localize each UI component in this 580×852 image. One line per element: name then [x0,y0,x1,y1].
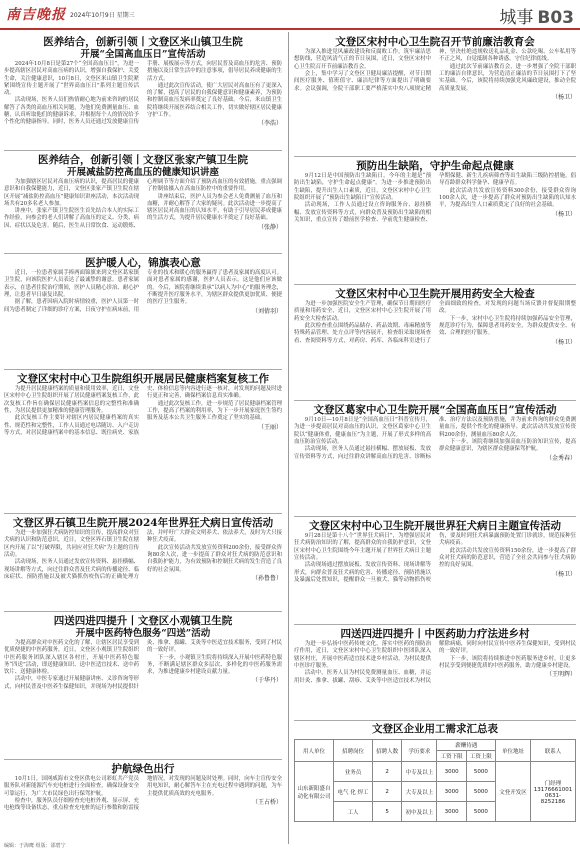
article-author: （杨卫） [551,93,576,101]
paragraph: 为深入推进党风廉政建设和反腐败工作，筑牢廉洁思想防线，营造风清气正的节日氛围，近日，文登区宋村中心卫生院召开节前廉洁教育会。 [294,49,431,70]
article-headline: 文登区宋村中心卫生院组织开展居民健康档案复核工作 [17,373,269,385]
header-salary-low: 工资下限 [437,751,466,762]
divider [4,253,282,254]
article-author: （孙鲁鲁） [251,574,282,582]
paragraph: 据了解，患者因病入院时病情较重，医护人员第一时间为患者制定了详细的诊疗方案，日夜守护在病床前，用专业的技术和暖心的服务赢得了患者及家属的高度认可。面对患者家属的感谢，医护人员表示，这是他们应该做的。今后，该院将继续秉承“以病人为中心”的服务理念，不断提升医疗服务水平，为辖区群众提供更加优质、便捷的医疗卫生服务。 [4,270,282,313]
paragraph: 活动现场通过摆放展板、发放宣传资料、现场讲解等形式，向群众普及狂犬病的危害、传播途径、预防措施以及暴露后处置知识，提醒群众一旦被犬、猫等动物抓伤咬伤，要及时到狂犬病暴露预防处置门诊就诊，规范接种狂犬病疫苗。 [294,533,576,583]
article-1 [4,36,282,148]
cell-company: 山东新阳盛自动化有限公司 [295,762,334,822]
paragraph: 为进一步加强狂犬病防控知识的宣传，提高群众对狂犬病的认识和防范意识，近日，文登区界石镇卫生院在辖区内开展了以“打破界限，共同应对狂犬病”为主题的宣传活动。 [4,530,139,559]
paragraph: 会上，集中学习了文登区卫健局廉洁提醒，对节日期间医疗服务、值班值守、廉洁纪律等方面提出了明确要求。会议强调，全院干部职工要严格落实中央八项规定精神，坚决杜绝违规收送礼品礼金、公款吃喝、公车私用等不正之风，自觉抵制各种诱惑，守住纪律底线。 [294,49,576,92]
divider [4,369,282,370]
article-subhead: 开展减盐防控高血压的健康知识讲座 [66,167,219,179]
header-salary-high: 工资上限 [466,751,495,762]
cell-edu: 中专及以上 [402,762,437,782]
paragraph: 活动现场，医务人员通过发放宣传资料、悬挂横幅、现场讲解等方式，向过往群众普及狂犬病的传播途径、临床症状、预防措施以及被犬猫抓伤咬伤后的正确处理方法，并呼吁广大群众文明养犬、依法养犬，及时为犬只接种狂犬疫苗。 [4,530,282,580]
article-10 [294,288,576,398]
cell-salary-high: 5000 [466,782,495,802]
cell-edu: 初中及以上 [402,802,437,822]
article-body [4,61,282,128]
header-contact: 联系人 [531,740,576,762]
cell-count: 2 [372,762,401,782]
cell-count: 2 [372,782,401,802]
paragraph: 9月10日—10月8日是“全国高血压日”科普宣传月，为进一步提高居民对高血压的认识，文登区葛家中心卫生院以“健康体重，健康血压”为主题，开展了形式多样的高血压防治宣传活动。 [294,417,431,446]
article-11 [294,404,576,514]
paragraph: 活动现场，工作人员通过设立咨询服务台、悬挂横幅、发放宣传资料等方式，向群众普及预防出生缺陷的相关知识，重点宣传了婚前医学检查、孕前优生健康检查、孕期保健、新生儿疾病筛查等出生缺陷三级防控措施，倡导育龄群众科学备孕、健康孕育。 [294,173,576,223]
article-12 [294,520,576,622]
divider [4,611,282,612]
paragraph: 为进一步弘扬中医药传统文化，落实中医药的预防治疗作用，近日，文登区宋村中心卫生院组织中医团队深入辖区村庄，开展中医药适宜技术进乡村活动，为村民提供中医诊疗服务。 [294,641,431,670]
divider [294,400,576,401]
header-salary: 薪酬待遇 [437,740,496,751]
paragraph: 检查中，服务队员仔细检查充电桩外观、显示屏、充电枪线等设备状态，重点检查充电桩的运行参数和防雷接地情况，对发现的问题及时处理。同时，向车主宣传安全用电知识，耐心解答车主在充电过程中遇到的问题，为车主提供优质高效的充电服务。 [4,776,282,812]
article-body [4,640,282,691]
article-author: （张静） [257,223,282,231]
paragraph: 9月12日是中国预防出生缺陷日，今年的主题是“预防出生缺陷，守护生命起点健康”。为进一步推进预防出生缺陷，提升出生人口素质，近日，文登区宋村中心卫生院组织开展了“预防出生缺陷日”宣传活动。 [294,173,431,202]
paragraph: 下一步，小观镇卫生院将持续深入开展中医药特色服务，不断满足辖区群众多层次、多样化的中医药服务需求，为推进健康乡村建设贡献力量。 [147,654,282,676]
divider [4,150,282,151]
article-author: （王占桥） [251,799,282,807]
paragraph: 此次宣传活动共发放宣传资料200余份，接受群众咨询80余人次，进一步提高了群众对狂犬病的防范意识和自我防护能力，为有效预防和控制狂犬病的发生营造了良好的社会氛围。 [147,544,282,573]
article-headline: 预防出生缺陷，守护生命起点健康 [356,160,514,172]
article-body [4,530,282,582]
article-7 [4,763,282,839]
cell-salary-low: 3000 [437,762,466,782]
article-headline: 医养结合，创新引领丨文登区张家产镇卫生院 [38,154,248,166]
paragraph: 下一步，该院将继续加强高血压防治知识宣传，提高群众健康意识，为辖区群众健康保驾护航。 [439,439,576,453]
page-number: B03 [537,8,574,28]
article-author: （金秀春） [545,454,576,462]
divider [294,516,576,517]
paragraph: 10月1日，国网威海市文登区供电公司彩虹共产党员服务队对新能源汽车充电桩进行全面检查，确保设备安全可靠运行，为广大市民绿色出行保驾护航。 [4,776,139,797]
article-headline: 四送四进四提升丨中医药助力疗法进乡村 [340,628,530,640]
article-author: （杨卫） [551,338,576,346]
cell-post: 工人 [334,802,373,822]
cell-salary-low: 3000 [437,802,466,822]
paragraph: 为进一步加强医院安全生产管理，确保节日期间医疗质量和用药安全，近日，文登区宋村中心卫生院开展了用药安全大检查活动。 [294,301,431,322]
cell-post: 业务员 [334,762,373,782]
article-body [294,641,576,685]
paragraph: 此次检查重点围绕药品储存、药品效期、毒麻精放等特殊药品管理、处方点评等内容展开，检查组采取现场查看、查阅资料等方式，对药房、药库、各临床科室进行了全面细致的检查，对发现的问题当场反馈并督促限期整改。 [294,301,576,344]
article-body [294,533,576,584]
cell-salary-high: 5000 [466,762,495,782]
cell-address: 文登开发区 [496,762,531,822]
paragraph: 活动现场，医务人员通过悬挂横幅、摆放展板、发放宣传资料等方式，向过往群众讲解高血压的危害、诊断标准、治疗方法以及预防措施，并为前来咨询的群众免费测量血压，提供个性化的健康指导。此次活动共发放宣传资料200余份，测量血压80余人次。 [294,417,576,460]
article-body [4,179,282,231]
page-footer: 编辑：于海鹰 组版：邵碧宁 [4,843,66,849]
paragraph: 通过此次复核工作，进一步规范了居民健康档案管理工作，提高了档案的利用率，为下一步开展家庭医生签约服务及基本公共卫生服务工作奠定了坚实的基础。 [147,400,282,422]
paragraph: 讲座结束后，医护人员为参会老人免费测量了血压和血糖，并耐心解答了大家的疑问。此次活动进一步提高了辖区居民对高血压的认知水平，有助于引导居民养成健康的生活方式，为提升居民健康水平奠定了良好基础。 [147,193,282,222]
paragraph: 讲座中，张家产镇卫生院医生首先结合本人的实际工作经验，向参会的老人们讲解了高血压的定义、分类、病因、症状以及危害。随后，医生从日常饮食、运动锻炼、心理调节等方面介绍了预防高血压的有效措施，重点强调了控制盐摄入在高血压防控中的重要作用。 [4,179,282,229]
cell-salary-low: 3000 [437,782,466,802]
cell-count: 5 [372,802,401,822]
article-headline: 四送四进四提升丨文登区小观镇卫生院 [53,615,233,627]
column-divider [288,32,289,844]
issue-date: 2024年10月9日 星期三 [70,12,135,19]
article-author: （杨卫） [551,210,576,218]
header-edu: 学历要求 [402,740,437,762]
article-headline: 文登区葛家中心卫生院开展“全国高血压日”宣传活动 [313,404,557,416]
article-subhead: 开展中医药特色服务“四送”活动 [75,628,211,640]
article-body [4,270,282,315]
job-table [294,739,576,822]
article-author: （杨卫） [551,570,576,578]
article-headline: 医养结合，创新引领丨文登区米山镇卫生院 [43,36,243,48]
header-unit: 用人单位 [295,740,334,762]
article-4 [4,373,282,511]
article-headline: 文登区宋村中心卫生院开展用药安全大检查 [335,288,535,300]
cell-salary-high: 5000 [466,802,495,822]
cell-edu: 大专及以上 [402,782,437,802]
article-5 [4,517,282,609]
article-body [4,776,282,812]
paragraph: 2024年10月8日是第27个“全国高血压日”，为进一步提高辖区居民对高血压病的认识，增强自我保护、关爱生命，关注健康意识，10月8日，文登区米山镇卫生院紧紧围绕宣传主题开展了“世界高血压日”系列主题宣传活动。 [4,61,139,97]
article-headline: 医护暖人心，锦旗表心意 [85,257,201,269]
paragraph: 下一步，该院将持续推进中医药服务进乡村，让更多村民享受到便捷优质的中医药服务，助力健康乡村建设。 [439,655,576,670]
article-author: （王丽） [257,423,282,431]
article-author: （王明辉） [545,671,576,679]
paragraph: 活动中，医务人员为村民免费测量血压、血糖，并运用针灸、推拿、拔罐、刮痧、艾灸等中医适宜技术为村民解除病痛，同时向村民宣传中医养生保健知识，受到村民的一致好评。 [294,641,576,684]
job-table-title: 文登区企业用工需求汇总表 [372,723,498,735]
paragraph: 下一步，宋村中心卫生院将持续加强药品安全管理，规范诊疗行为，保障患者用药安全，为群众提供安全、有效、合理的医疗服务。 [439,315,576,337]
article-8 [294,36,576,154]
article-body [294,301,576,346]
article-9 [294,160,576,282]
divider [294,624,576,625]
paragraph: 为提高群众对中医药文化的了解，让辖区居民享受到优质便捷的中医药服务，近日，文登区小观镇卫生院组织中医药服务团队深入辖区各村庄，开展中医药特色服务“四送”活动，即送健康知识、送中医适宜技术、送中药饮片、送健康体检。 [4,640,139,676]
masthead [0,0,580,30]
paragraph: 活动现场，医务人员们热情耐心地为前来咨询的居民解答了各类的高血压相关问题，为他们免费测量血压、血糖，认真听取他们的健康诉求，并根据每个人的情况给予个性化的健康指导。同时，医务人员还通过发放健康宣传手册、展板展示等方式，向居民普及高血压的危害、预防措施以及日常生活中的注意事项，倡导居民养成健康的生活方式。 [4,61,282,126]
paragraph: 此次复核工作主要针对辖区内居民健康档案的真实性、规范性和完整性，工作人员通过电话随访、入户走访等方式，对居民健康档案中的基本信息、既往病史、家族史、体检信息等内容进行逐一核对，对发现的问题及时进行更正和完善，确保档案信息真实准确。 [4,386,282,436]
article-author: （于华丹） [251,677,282,685]
job-table-section [294,723,576,841]
paragraph: 此次活动共发放宣传资料150余份，进一步提高了群众对狂犬病的防范意识，营造了全社会共同参与狂犬病防控的良好氛围。 [439,547,576,569]
header-count: 招聘人数 [372,740,401,762]
article-13 [294,628,576,718]
table-row [295,762,576,782]
paragraph: 活动中，中医专家通过开展健康讲座、义诊咨询等形式，向村民普及中医养生保健知识，并现场为村民提供针灸、推拿、拔罐、艾灸等中医适宜技术服务，受到了村民的一致好评。 [4,640,282,690]
divider [4,513,282,514]
article-headline: 护航绿色出行 [111,763,175,775]
section-name: 城事 [499,8,534,28]
article-body [294,173,576,224]
article-subhead: 开展“全国高血压日”宣传活动 [80,49,206,61]
table-header-row [295,740,576,751]
paragraph: 通过此次宣传活动，使广大居民对高血压有了更深入的了解，提高了居民的自我保健意识和健康素养，为预防和控制高血压发病率奠定了良好基础。今后，米山镇卫生院将继续开展医养结合相关工作，切实做好辖区居民健康守护工作。 [147,82,282,119]
article-body [294,417,576,462]
article-author: （李浩） [257,120,282,128]
divider [294,156,576,157]
divider [294,720,576,721]
divider [4,759,282,760]
paragraph: 为提升居民健康档案的质量和使用效率，近日，文登区宋村中心卫生院组织开展了居民健康档案复核工作，此次复核工作旨在确保居民健康档案信息的完整性和准确性，为居民提供更加精准的健康管理服务。 [4,386,139,415]
article-author: （刘倩羽） [251,307,282,315]
header-post: 招聘岗位 [334,740,373,762]
section-label [499,3,574,28]
paragraph: 9月28日是第十八个“世界狂犬病日”，为增强居民对狂犬病防治知识的了解，提高群众的自我防护意识，文登区宋村中心卫生院围绕今年主题开展了世界狂犬病日主题宣传活动。 [294,533,431,562]
article-2 [4,154,282,251]
article-6 [4,615,282,757]
paragraph: 通过此次节前廉洁教育会，进一步增强了全院干部职工的廉洁自律意识，为营造清正廉洁的节日氛围打下了坚实基础。今后，该院将持续加强党风廉政建设，推动全院高质量发展。 [439,63,576,92]
article-headline: 文登区宋村中心卫生院召开节前廉洁教育会 [335,36,535,48]
article-headline: 文登区宋村中心卫生院开展世界狂犬病日主题宣传活动 [309,520,561,532]
article-body [4,386,282,437]
paragraph: 近日，一位患者家属手捧两面锦旗来到文登区葛家镇卫生院，向该院医护人员表达了最诚挚的谢意。患者家属表示，在患者住院治疗期间，医护人员精心诊治、耐心护理，让患者早日康复出院。 [4,270,139,299]
article-body [294,49,576,101]
article-headline: 文登区界石镇卫生院开展2024年世界狂犬病日宣传活动 [12,517,274,529]
divider [294,284,576,285]
paragraph: 此次活动共发放宣传资料300余份，接受群众咨询100余人次，进一步提高了群众对预防出生缺陷的认知水平，为提高出生人口素质奠定了良好的社会基础。 [439,187,576,209]
cell-contact: 门经理 13176661001 0631-8252186 [531,762,576,822]
cell-post: 电气 化 焊工 [334,782,373,802]
paragraph: 为加强辖区居民对高血压病的认识，提高居民的健康意识和自我保健能力，近日，文登区张家产镇卫生院在辖区开展“减盐防控高血压”健康知识讲座活动，本次活动现场共有20多名老人参加。 [4,179,139,207]
article-3 [4,257,282,367]
newspaper-logo: 南吉晚报 [6,7,66,23]
header-address: 单位地址 [496,740,531,762]
